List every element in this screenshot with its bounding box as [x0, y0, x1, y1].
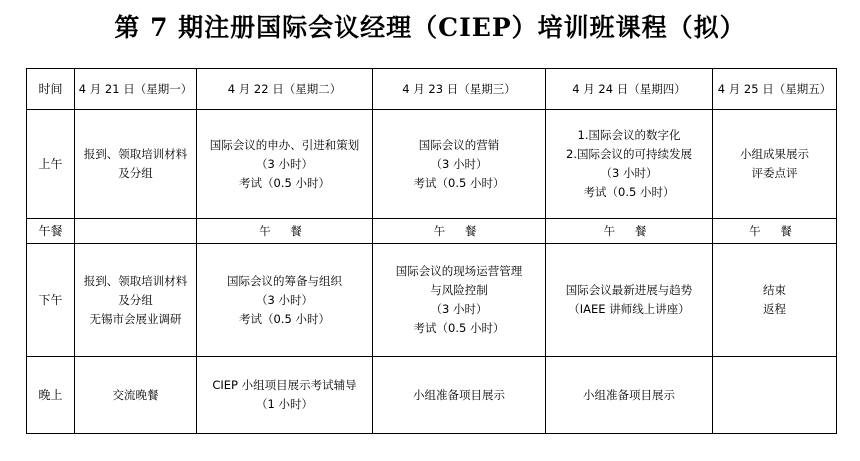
- cell-line: （IAEE 讲师线上讲座）: [568, 302, 690, 316]
- schedule-cell: [546, 110, 713, 219]
- cell-line: 及分组: [118, 166, 153, 180]
- schedule-cell: [197, 244, 373, 357]
- schedule-cell: [75, 244, 197, 357]
- lunch-row: [27, 219, 837, 244]
- row-label-afternoon: 下午: [27, 244, 75, 357]
- row-label-lunch: 午餐: [27, 219, 75, 244]
- cell-line: 国际会议的营销: [418, 137, 500, 152]
- schedule-cell: [546, 357, 713, 434]
- cell-line: 考试（0.5 小时）: [239, 175, 330, 190]
- cell-line: 结束: [763, 283, 786, 297]
- schedule-cell: [197, 357, 373, 434]
- cell-line: （3 小时）: [600, 166, 658, 180]
- cell-line: 报到、领取培训材料: [83, 273, 188, 288]
- row-label-morning: 上午: [27, 110, 75, 219]
- day-header-cell: 4 月 24 日（星期四）: [546, 69, 713, 110]
- schedule-cell: [713, 357, 837, 434]
- page-title: 第 7 期注册国际会议经理（CIEP）培训班课程（拟）: [114, 13, 746, 42]
- afternoon-row: [27, 244, 837, 357]
- cell-line: 交流晚餐: [112, 387, 159, 402]
- cell-line: 2.国际会议的可持续发展: [566, 147, 692, 161]
- lunch-cell: 午 餐: [546, 219, 713, 244]
- schedule-cell: [713, 244, 837, 357]
- schedule-table: [26, 68, 837, 434]
- cell-line: （3 小时）: [430, 302, 488, 316]
- morning-row: [27, 110, 837, 219]
- schedule-cell: [373, 110, 546, 219]
- header-row: [27, 69, 837, 110]
- cell-line: 国际会议最新进展与趋势: [565, 283, 693, 297]
- cell-line: 国际会议的筹备与组织: [227, 273, 342, 288]
- day-header-cell: 4 月 23 日（星期三）: [373, 69, 546, 110]
- cell-line: 评委点评: [751, 166, 798, 180]
- day-header-cell: 4 月 21 日（星期一）: [75, 69, 197, 110]
- lunch-cell: 午 餐: [197, 219, 373, 244]
- cell-line: 小组成果展示: [740, 147, 809, 161]
- schedule-cell: [75, 357, 197, 434]
- cell-line: 无锡市会展业调研: [89, 311, 182, 326]
- lunch-cell: 午 餐: [713, 219, 837, 244]
- schedule-cell: [75, 110, 197, 219]
- cell-line: 考试（0.5 小时）: [239, 311, 330, 326]
- cell-line: 国际会议的现场运营管理: [395, 264, 523, 278]
- cell-line: 返程: [763, 302, 786, 316]
- day-header-cell: 4 月 25 日（星期五）: [713, 69, 837, 110]
- cell-line: 报到、领取培训材料: [83, 147, 188, 161]
- cell-line: （3 小时）: [430, 156, 488, 171]
- cell-line: 小组准备项目展示: [413, 387, 505, 402]
- cell-line: 考试（0.5 小时）: [413, 175, 505, 190]
- cell-line: （3 小时）: [256, 156, 313, 171]
- cell-line: （1 小时）: [256, 397, 313, 411]
- time-header-cell: 时间: [27, 69, 75, 110]
- cell-line: 1.国际会议的数字化: [577, 128, 681, 142]
- cell-line: CIEP 小组项目展示考试辅导: [212, 378, 357, 392]
- lunch-cell: 午 餐: [373, 219, 546, 244]
- lunch-cell: [75, 219, 197, 244]
- cell-line: 考试（0.5 小时）: [583, 185, 675, 199]
- schedule-cell: [197, 110, 373, 219]
- schedule-cell: [373, 244, 546, 357]
- cell-line: 与风险控制: [430, 283, 488, 297]
- evening-row: [27, 357, 837, 434]
- cell-line: 小组准备项目展示: [583, 387, 675, 402]
- row-label-evening: 晚上: [27, 357, 75, 434]
- schedule-cell: [373, 357, 546, 434]
- schedule-cell: [713, 110, 837, 219]
- cell-line: 及分组: [118, 292, 153, 307]
- schedule-cell: [546, 244, 713, 357]
- cell-line: 考试（0.5 小时）: [413, 321, 505, 335]
- cell-line: 国际会议的申办、引进和策划: [209, 137, 360, 152]
- cell-line: （3 小时）: [256, 292, 313, 307]
- day-header-cell: 4 月 22 日（星期二）: [197, 69, 373, 110]
